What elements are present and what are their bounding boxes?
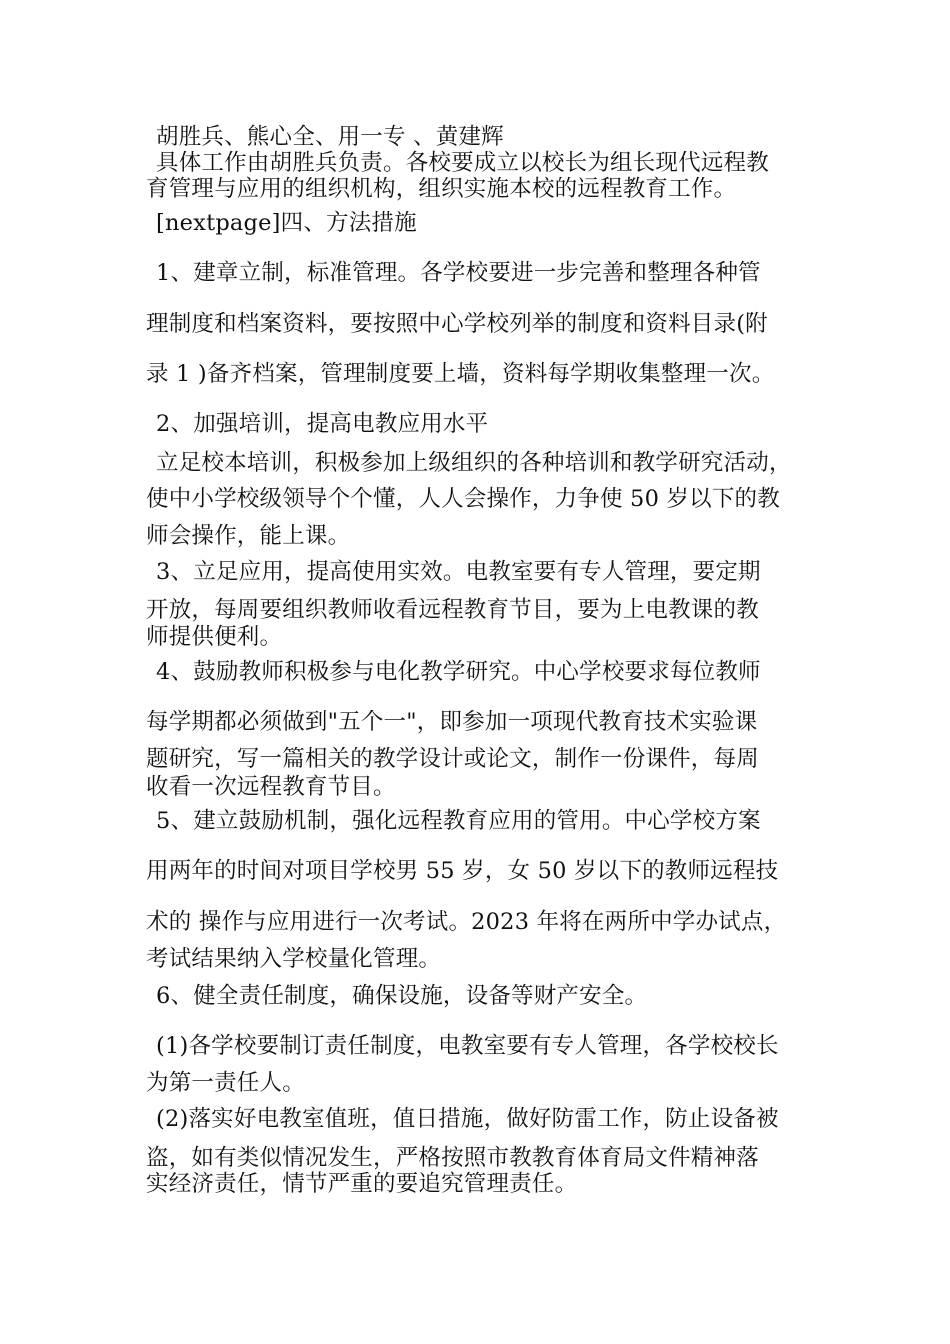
text-line: 3、立足应用，提高使用实效。电教室要有专人管理，要定期 [156,559,761,585]
text-line: 胡胜兵、熊心全、用一专 、黄建辉 [156,124,504,150]
text-line: (1)各学校要制订责任制度，电教室要有专人管理，各学校校长 [156,1033,779,1059]
text-line: 师提供便利。 [146,624,283,650]
text-line: 2、加强培训，提高电教应用水平 [156,411,489,437]
text-line: 每学期都必须做到"五个一"，即参加一项现代教育技术实验课 [146,709,758,735]
text-line: 考试结果纳入学校量化管理。 [146,946,442,972]
text-line: (2)落实好电教室值班，值日措施，做好防雷工作，防止设备被 [156,1106,779,1132]
section-heading: [nextpage]四、方法措施 [156,210,417,236]
text-line: 育管理与应用的组织机构，组织实施本校的远程教育工作。 [146,176,737,202]
text-line: 收看一次远程教育节目。 [146,774,396,800]
text-line: 1、建章立制，标准管理。各学校要进一步完善和整理各种管 [156,260,761,286]
text-line: 盗，如有类似情况发生，严格按照市教教育体育局文件精神落 [146,1145,759,1171]
text-line: 实经济责任，情节严重的要追究管理责任。 [146,1171,578,1197]
text-line: 5、建立鼓励机制，强化远程教育应用的管用。中心学校方案 [156,808,761,834]
text-line: 师会操作，能上课。 [146,523,351,549]
text-line: 使中小学校级领导个个懂，人人会操作，力争使 50 岁以下的教 [146,486,780,512]
text-line: 开放，每周要组织教师收看远程教育节目，要为上电教课的教 [146,597,759,623]
text-line: 4、鼓励教师积极参与电化教学研究。中心学校要求每位教师 [156,659,761,685]
text-line: 6、健全责任制度，确保设施，设备等财产安全。 [156,983,648,1009]
text-line: 录 1 )备齐档案，管理制度要上墙，资料每学期收集整理一次。 [146,361,775,387]
text-line: 理制度和档案资料，要按照中心学校列举的制度和资料目录(附 [146,311,768,337]
text-line: 题研究，写一篇相关的教学设计或论文，制作一份课件，每周 [146,746,759,772]
text-line: 用两年的时间对项目学校男 55 岁，女 50 岁以下的教师远程技 [146,858,779,884]
text-line: 立足校本培训，积极参加上级组织的各种培训和教学研究活动， [156,450,792,476]
text-line: 具体工作由胡胜兵负责。各校要成立以校长为组长现代远程教 [156,150,769,176]
text-line: 术的 操作与应用进行一次考试。2023 年将在两所中学办试点， [146,909,787,935]
text-line: 为第一责任人。 [146,1070,305,1096]
